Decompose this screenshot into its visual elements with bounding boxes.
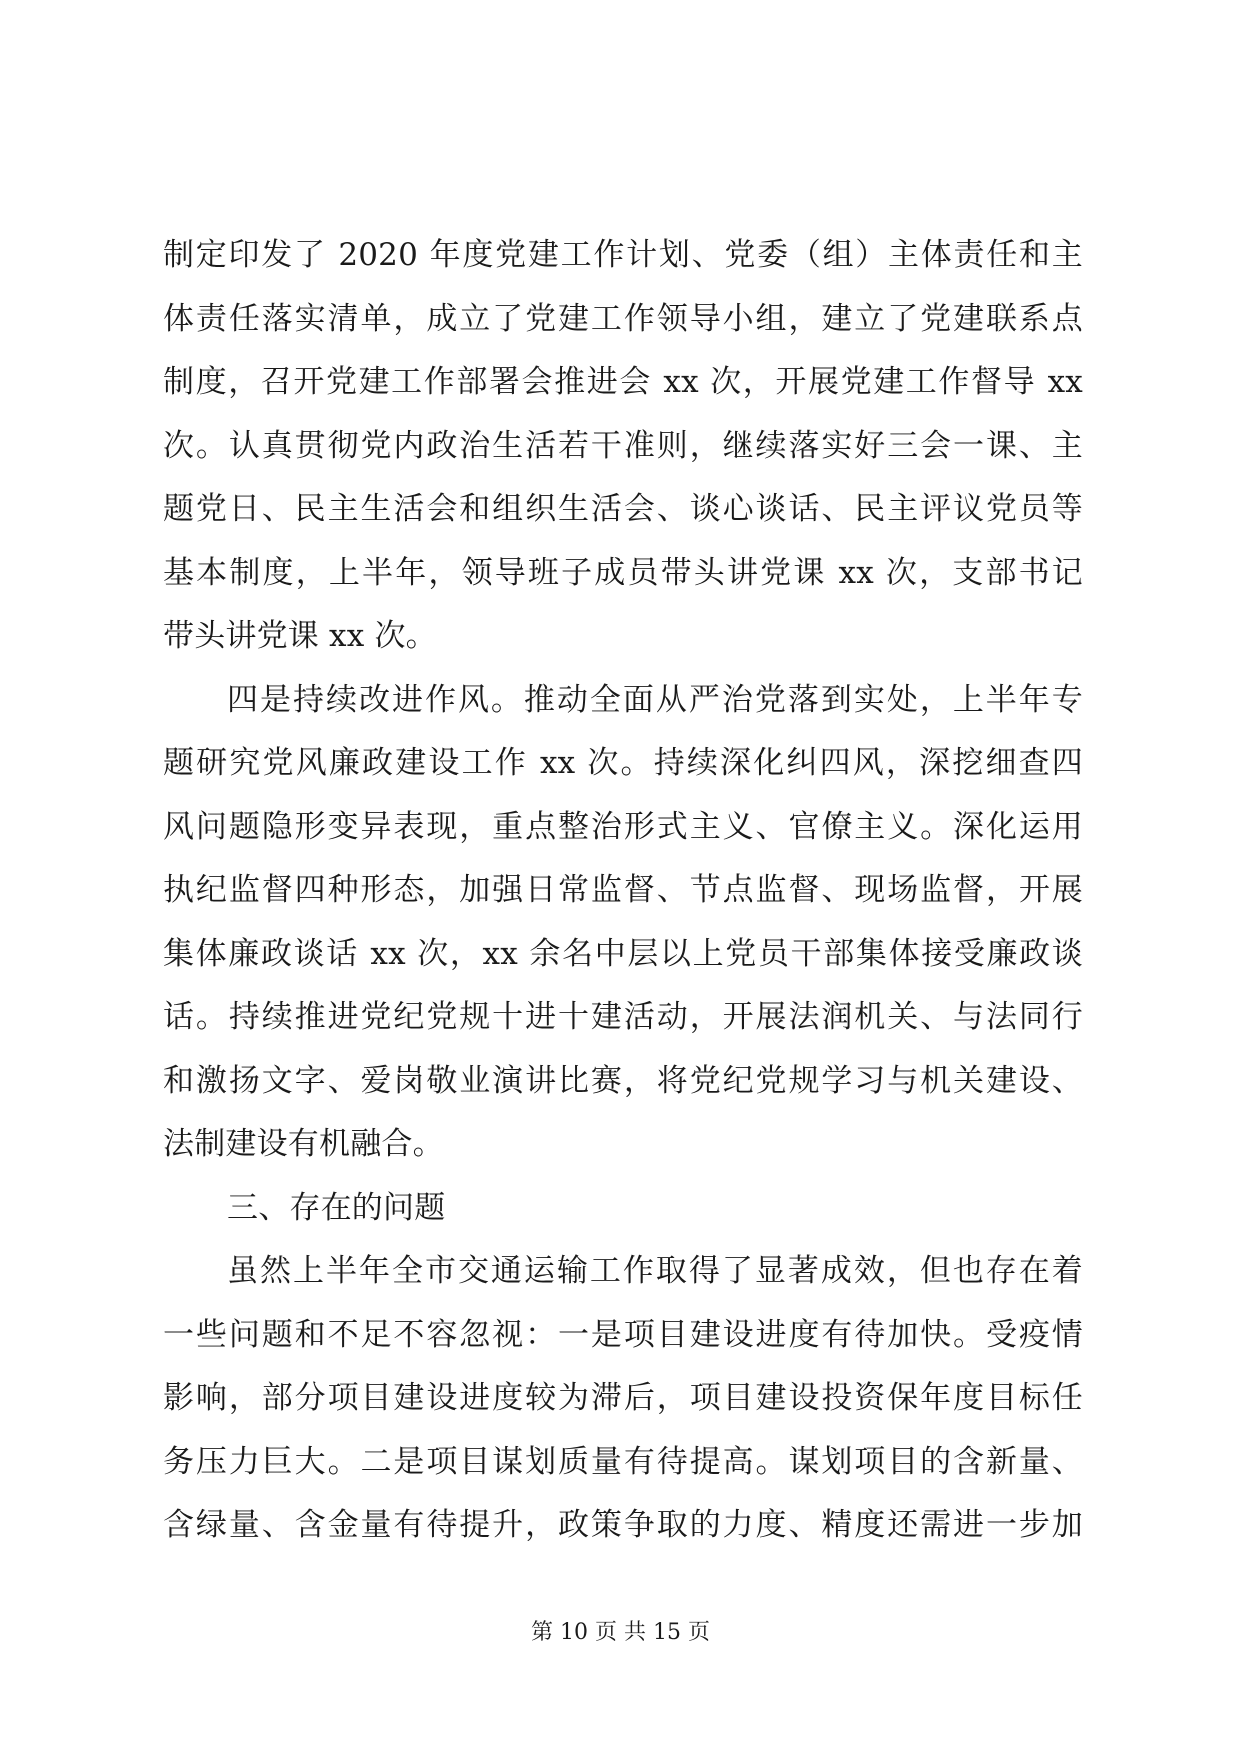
text-line: 和激扬文字、爱岗敬业演讲比赛，将党纪党规学习与机关建设、: [163, 1062, 1083, 1099]
text-line: 集体廉政谈话 xx 次，xx 余名中层以上党员干部集体接受廉政谈: [163, 935, 1083, 972]
text-line: 法制建设有机融合。: [163, 1126, 444, 1162]
section-heading-problems: [163, 1177, 1083, 1241]
text-line: 一些问题和不足不容忽视：一是项目建设进度有待加快。受疫情: [163, 1316, 1083, 1353]
text-line: 虽然上半年全市交通运输工作取得了显著成效，但也存在着: [227, 1253, 1083, 1289]
text-line: 含绿量、含金量有待提升，政策争取的力度、精度还需进一步加: [163, 1507, 1083, 1543]
section-heading: 三、存在的问题: [227, 1189, 446, 1226]
text-line: 影响，部分项目建设进度较为滞后，项目建设投资保年度目标任: [163, 1380, 1083, 1416]
text-line: 制定印发了 2020 年度党建工作计划、党委（组）主体责任和主: [163, 237, 1083, 273]
text-line: 风问题隐形变异表现，重点整治形式主义、官僚主义。深化运用: [163, 808, 1083, 845]
text-line: 题党日、民主生活会和组织生活会、谈心谈话、民主评议党员等: [163, 491, 1083, 527]
text-line: 制度，召开党建工作部署会推进会 xx 次，开展党建工作督导 xx: [163, 364, 1083, 400]
text-line: 基本制度，上半年，领导班子成员带头讲党课 xx 次，支部书记: [163, 554, 1083, 591]
document-body: [163, 224, 1083, 1558]
paragraph-work-style: [163, 669, 1083, 1177]
text-line: 务压力巨大。二是项目谋划质量有待提高。谋划项目的含新量、: [163, 1443, 1083, 1480]
text-line: 执纪监督四种形态，加强日常监督、节点监督、现场监督，开展: [163, 872, 1083, 908]
paragraph-problems: [163, 1240, 1083, 1558]
text-line: 四是持续改进作风。推动全面从严治党落到实处，上半年专: [227, 681, 1083, 718]
text-line: 话。持续推进党纪党规十进十建活动，开展法润机关、与法同行: [163, 999, 1083, 1035]
text-line: 次。认真贯彻党内政治生活若干准则，继续落实好三会一课、主: [163, 427, 1083, 464]
text-line: 题研究党风廉政建设工作 xx 次。持续深化纠四风，深挖细查四: [163, 745, 1083, 781]
page-number-footer: 第 10 页 共 15 页: [531, 1620, 710, 1645]
text-line: 带头讲党课 xx 次。: [163, 618, 437, 654]
paragraph-party-building-continued: [163, 224, 1083, 669]
text-line: 体责任落实清单，成立了党建工作领导小组，建立了党建联系点: [163, 300, 1083, 337]
